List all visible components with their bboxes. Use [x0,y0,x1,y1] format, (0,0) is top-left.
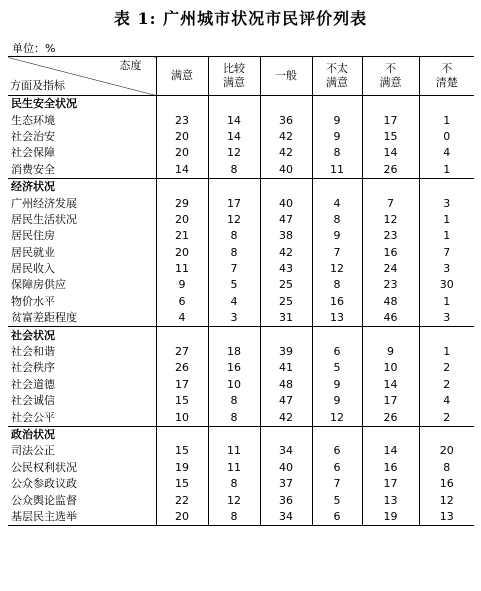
table-row [8,509,474,526]
empty-cell [260,96,312,113]
value-cell: 36 [260,112,312,128]
row-label: 社会公平 [11,410,55,424]
table-row [8,443,474,459]
header-row [8,57,474,96]
corner-attitude-label: 态度 [119,59,142,72]
value-cell: 20 [156,245,208,261]
value-cell: 26 [362,162,419,179]
value-cell: 12 [312,409,362,426]
empty-cell [208,178,260,195]
col-header-neutral: 一般 [260,57,312,96]
section-title: 经济状况 [8,178,156,195]
value-cell: 19 [362,509,419,526]
empty-cell [312,178,362,195]
value-cell: 42 [260,245,312,261]
row-label: 公众参政议政 [11,477,77,491]
row-label: 居民住房 [11,229,55,243]
value-cell: 8 [208,476,260,492]
value-cell: 17 [362,393,419,409]
value-cell: 23 [362,277,419,293]
value-cell: 11 [208,460,260,476]
value-cell: 26 [156,360,208,376]
value-cell: 27 [156,344,208,360]
value-cell: 17 [362,112,419,128]
empty-cell [312,327,362,344]
empty-cell [362,426,419,443]
value-cell: 23 [362,228,419,244]
value-cell: 12 [419,492,474,508]
value-cell: 1 [419,344,474,360]
value-cell: 1 [419,228,474,244]
value-cell: 9 [312,228,362,244]
value-cell: 8 [312,212,362,228]
value-cell: 20 [156,212,208,228]
value-cell: 12 [362,212,419,228]
table-row [8,393,474,409]
empty-cell [208,426,260,443]
row-label: 公民权利状况 [11,460,77,474]
value-cell: 16 [208,360,260,376]
table-row [8,492,474,508]
row-label: 司法公正 [11,444,55,458]
row-label: 社会和谐 [11,345,55,359]
value-cell: 15 [156,443,208,459]
empty-cell [156,96,208,113]
value-cell: 10 [208,377,260,393]
value-cell: 6 [312,344,362,360]
row-label: 公众舆论监督 [11,493,77,507]
value-cell: 34 [260,509,312,526]
value-cell: 8 [312,277,362,293]
value-cell: 17 [362,476,419,492]
value-cell: 7 [208,261,260,277]
value-cell: 19 [156,460,208,476]
value-cell: 24 [362,261,419,277]
table-row [8,228,474,244]
value-cell: 20 [156,145,208,161]
value-cell: 22 [156,492,208,508]
table-row [8,261,474,277]
row-label: 贫富差距程度 [11,311,77,325]
value-cell: 3 [208,310,260,327]
section-header-row [8,327,474,344]
value-cell: 38 [260,228,312,244]
value-cell: 1 [419,162,474,179]
value-cell: 17 [156,377,208,393]
col-header-fairly-satisfied: 比较 满意 [208,57,260,96]
row-label: 社会治安 [11,129,55,143]
value-cell: 8 [419,460,474,476]
row-label: 居民收入 [11,262,55,276]
value-cell: 13 [312,310,362,327]
value-cell: 41 [260,360,312,376]
value-cell: 6 [312,460,362,476]
value-cell: 3 [419,310,474,327]
value-cell: 12 [208,492,260,508]
row-label: 保障房供应 [11,278,66,292]
value-cell: 34 [260,443,312,459]
value-cell: 4 [312,195,362,211]
empty-cell [208,96,260,113]
value-cell: 1 [419,112,474,128]
value-cell: 16 [362,245,419,261]
row-label: 社会道德 [11,377,55,391]
value-cell: 36 [260,492,312,508]
table-body [8,96,474,526]
value-cell: 2 [419,360,474,376]
empty-cell [362,327,419,344]
value-cell: 46 [362,310,419,327]
value-cell: 11 [156,261,208,277]
value-cell: 11 [208,443,260,459]
table-row [8,162,474,179]
empty-cell [260,178,312,195]
table-row [8,112,474,128]
value-cell: 15 [362,129,419,145]
value-cell: 7 [362,195,419,211]
row-label: 居民就业 [11,245,55,259]
value-cell: 5 [312,492,362,508]
value-cell: 5 [208,277,260,293]
value-cell: 8 [208,162,260,179]
value-cell: 4 [419,145,474,161]
value-cell: 47 [260,393,312,409]
value-cell: 7 [419,245,474,261]
value-cell: 2 [419,377,474,393]
empty-cell [260,426,312,443]
value-cell: 16 [312,294,362,310]
value-cell: 6 [312,509,362,526]
value-cell: 42 [260,409,312,426]
value-cell: 40 [260,195,312,211]
row-label: 广州经济发展 [11,196,77,210]
value-cell: 40 [260,460,312,476]
value-cell: 8 [208,509,260,526]
empty-cell [362,178,419,195]
col-header-unsatisfied: 不 满意 [362,57,419,96]
value-cell: 4 [208,294,260,310]
corner-aspect-label: 方面及指标 [10,79,65,92]
table-row [8,344,474,360]
section-header-row [8,96,474,113]
row-label: 物价水平 [11,294,55,308]
value-cell: 23 [156,112,208,128]
row-label: 社会保障 [11,146,55,160]
table-row [8,476,474,492]
value-cell: 30 [419,277,474,293]
unit-label: 单位：% [12,42,56,55]
empty-cell [419,96,474,113]
value-cell: 3 [419,261,474,277]
row-label: 生态环境 [11,113,55,127]
col-header-not-very-satisfied: 不太 满意 [312,57,362,96]
value-cell: 20 [156,129,208,145]
table-row [8,277,474,293]
table-row [8,212,474,228]
col-header-unclear: 不 清楚 [419,57,474,96]
table-row [8,245,474,261]
value-cell: 15 [156,393,208,409]
value-cell: 25 [260,277,312,293]
empty-cell [362,96,419,113]
value-cell: 12 [208,212,260,228]
value-cell: 6 [312,443,362,459]
value-cell: 1 [419,294,474,310]
empty-cell [156,327,208,344]
value-cell: 8 [208,245,260,261]
value-cell: 8 [312,145,362,161]
value-cell: 9 [362,344,419,360]
value-cell: 16 [419,476,474,492]
value-cell: 25 [260,294,312,310]
value-cell: 9 [312,112,362,128]
header-corner-cell [8,57,156,96]
value-cell: 48 [260,377,312,393]
empty-cell [312,96,362,113]
value-cell: 4 [156,310,208,327]
value-cell: 10 [362,360,419,376]
value-cell: 43 [260,261,312,277]
col-header-satisfied: 满意 [156,57,208,96]
value-cell: 8 [208,393,260,409]
empty-cell [419,327,474,344]
value-cell: 7 [312,245,362,261]
value-cell: 42 [260,145,312,161]
table-row [8,129,474,145]
empty-cell [156,426,208,443]
table-row [8,460,474,476]
value-cell: 4 [419,393,474,409]
row-label: 社会秩序 [11,361,55,375]
table-row [8,360,474,376]
value-cell: 40 [260,162,312,179]
value-cell: 10 [156,409,208,426]
empty-cell [312,426,362,443]
value-cell: 48 [362,294,419,310]
table-row [8,409,474,426]
row-label: 消费安全 [11,162,55,176]
value-cell: 2 [419,409,474,426]
table-row [8,294,474,310]
table-title: 表 1: 广州城市状况市民评价列表 [113,9,368,28]
value-cell: 18 [208,344,260,360]
value-cell: 31 [260,310,312,327]
section-header-row [8,178,474,195]
table-row [8,377,474,393]
value-cell: 39 [260,344,312,360]
value-cell: 0 [419,129,474,145]
empty-cell [419,426,474,443]
value-cell: 8 [208,228,260,244]
value-cell: 13 [362,492,419,508]
value-cell: 7 [312,476,362,492]
section-title: 政治状况 [8,426,156,443]
empty-cell [260,327,312,344]
value-cell: 14 [362,145,419,161]
value-cell: 12 [312,261,362,277]
value-cell: 14 [362,377,419,393]
value-cell: 47 [260,212,312,228]
value-cell: 15 [156,476,208,492]
row-label: 社会诚信 [11,394,55,408]
value-cell: 16 [362,460,419,476]
value-cell: 3 [419,195,474,211]
value-cell: 29 [156,195,208,211]
value-cell: 14 [156,162,208,179]
value-cell: 9 [312,129,362,145]
value-cell: 21 [156,228,208,244]
table-row [8,310,474,327]
value-cell: 11 [312,162,362,179]
section-title: 民生安全状况 [11,97,77,111]
value-cell: 14 [208,112,260,128]
value-cell: 8 [208,409,260,426]
section-title: 社会状况 [8,327,156,344]
value-cell: 5 [312,360,362,376]
empty-cell [208,327,260,344]
value-cell: 20 [156,509,208,526]
empty-cell [419,178,474,195]
value-cell: 14 [208,129,260,145]
evaluation-table [8,56,474,526]
row-label: 基层民主选举 [11,509,77,523]
value-cell: 14 [362,443,419,459]
value-cell: 9 [312,377,362,393]
value-cell: 42 [260,129,312,145]
value-cell: 13 [419,509,474,526]
value-cell: 1 [419,212,474,228]
value-cell: 37 [260,476,312,492]
value-cell: 26 [362,409,419,426]
table-row [8,195,474,211]
value-cell: 9 [312,393,362,409]
value-cell: 20 [419,443,474,459]
table-row [8,145,474,161]
value-cell: 17 [208,195,260,211]
section-header-row [8,426,474,443]
value-cell: 6 [156,294,208,310]
value-cell: 12 [208,145,260,161]
row-label: 居民生活状况 [11,212,77,226]
value-cell: 9 [156,277,208,293]
empty-cell [156,178,208,195]
